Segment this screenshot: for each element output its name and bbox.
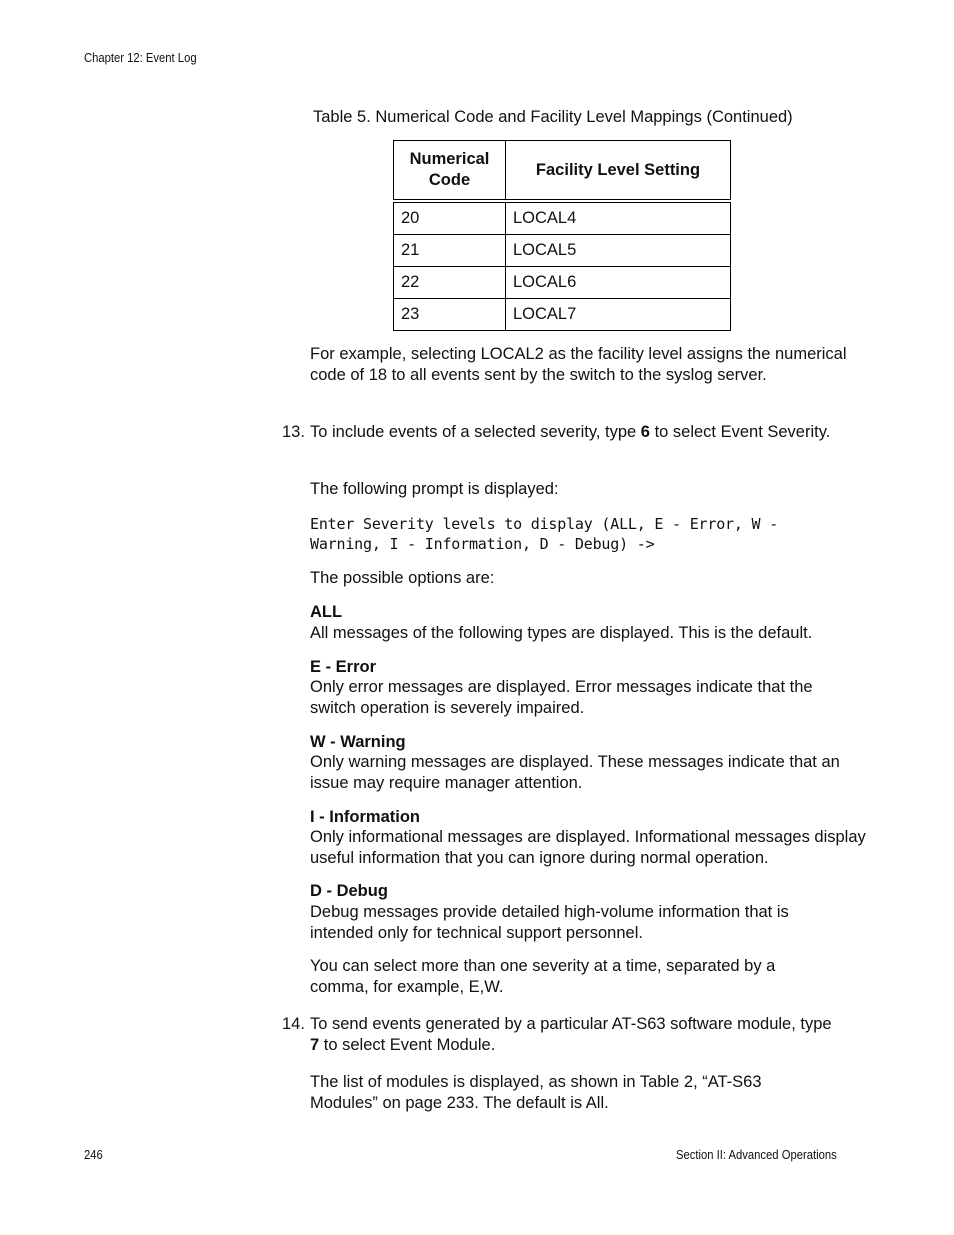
step-14-number: 14. <box>282 1015 305 1033</box>
step-13-text-after: to select Event Severity. <box>649 423 831 441</box>
options-intro: The possible options are: <box>310 569 495 587</box>
running-header: Chapter 12: Event Log <box>84 51 197 65</box>
cell-facility: LOCAL4 <box>506 201 731 235</box>
facility-mapping-table <box>393 140 731 331</box>
cell-code: 23 <box>394 299 506 331</box>
example-paragraph: For example, selecting LOCAL2 as the facility level assigns the numerical code of 18 to all events sent by the switch to the syslog server. <box>310 345 847 384</box>
step-13-text <box>310 422 855 443</box>
step-14-text-before: To send events generated by a particular AT-S63 software module, type <box>310 1015 832 1033</box>
table-caption: Table 5. Numerical Code and Facility Level Mappings (Continued) <box>313 108 793 126</box>
step-13-text-before: To include events of a selected severity, type <box>310 423 641 441</box>
table-row <box>394 235 731 267</box>
option-term-information: I - Information <box>310 808 420 826</box>
option-desc-warning: Only warning messages are displayed. These messages indicate that an issue may require manager attention. <box>310 753 840 792</box>
option-term-warning: W - Warning <box>310 733 406 751</box>
column-header-facility-level: Facility Level Setting <box>506 141 731 202</box>
column-header-numerical-code: Numerical Code <box>394 141 506 202</box>
prompt-code-line-1: Enter Severity levels to display (ALL, E - Error, W - <box>310 515 779 533</box>
cell-code: 21 <box>394 235 506 267</box>
step-14-text-after: to select Event Module. <box>319 1035 496 1054</box>
cell-code: 20 <box>394 201 506 235</box>
option-desc-information: Only informational messages are displayed. Informational messages display useful information that you can ignore during normal operation. <box>310 828 866 867</box>
option-desc-debug: Debug messages provide detailed high-volume information that is intended only for technical support personnel. <box>310 903 789 942</box>
option-desc-error: Only error messages are displayed. Error messages indicate that the switch operation is severely impaired. <box>310 678 813 717</box>
table-row <box>394 267 731 299</box>
option-term-debug: D - Debug <box>310 882 388 900</box>
cell-facility: LOCAL5 <box>506 235 731 267</box>
table-row <box>394 299 731 331</box>
table-row <box>394 201 731 235</box>
option-term-error: E - Error <box>310 658 377 676</box>
step-14-text <box>310 1014 840 1055</box>
option-desc-all: All messages of the following types are displayed. This is the default. <box>310 624 813 642</box>
prompt-intro: The following prompt is displayed: <box>310 480 559 498</box>
step-14-key: 7 <box>310 1035 320 1054</box>
cell-code: 22 <box>394 267 506 299</box>
modules-paragraph: The list of modules is displayed, as shown in Table 2, “AT-S63 Modules” on page 233. The default is All. <box>310 1073 762 1112</box>
cell-facility: LOCAL6 <box>506 267 731 299</box>
step-13-key: 6 <box>640 423 650 441</box>
running-footer-section: Section II: Advanced Operations <box>676 1148 837 1162</box>
page-number: 246 <box>84 1148 103 1162</box>
option-term-all: ALL <box>310 603 343 621</box>
cell-facility: LOCAL7 <box>506 299 731 331</box>
multi-select-note: You can select more than one severity at a time, separated by a comma, for example, E,W. <box>310 957 776 996</box>
prompt-code-line-2: Warning, I - Information, D - Debug) -> <box>310 535 655 553</box>
step-13-number: 13. <box>282 423 305 441</box>
table-header-row <box>394 141 731 202</box>
